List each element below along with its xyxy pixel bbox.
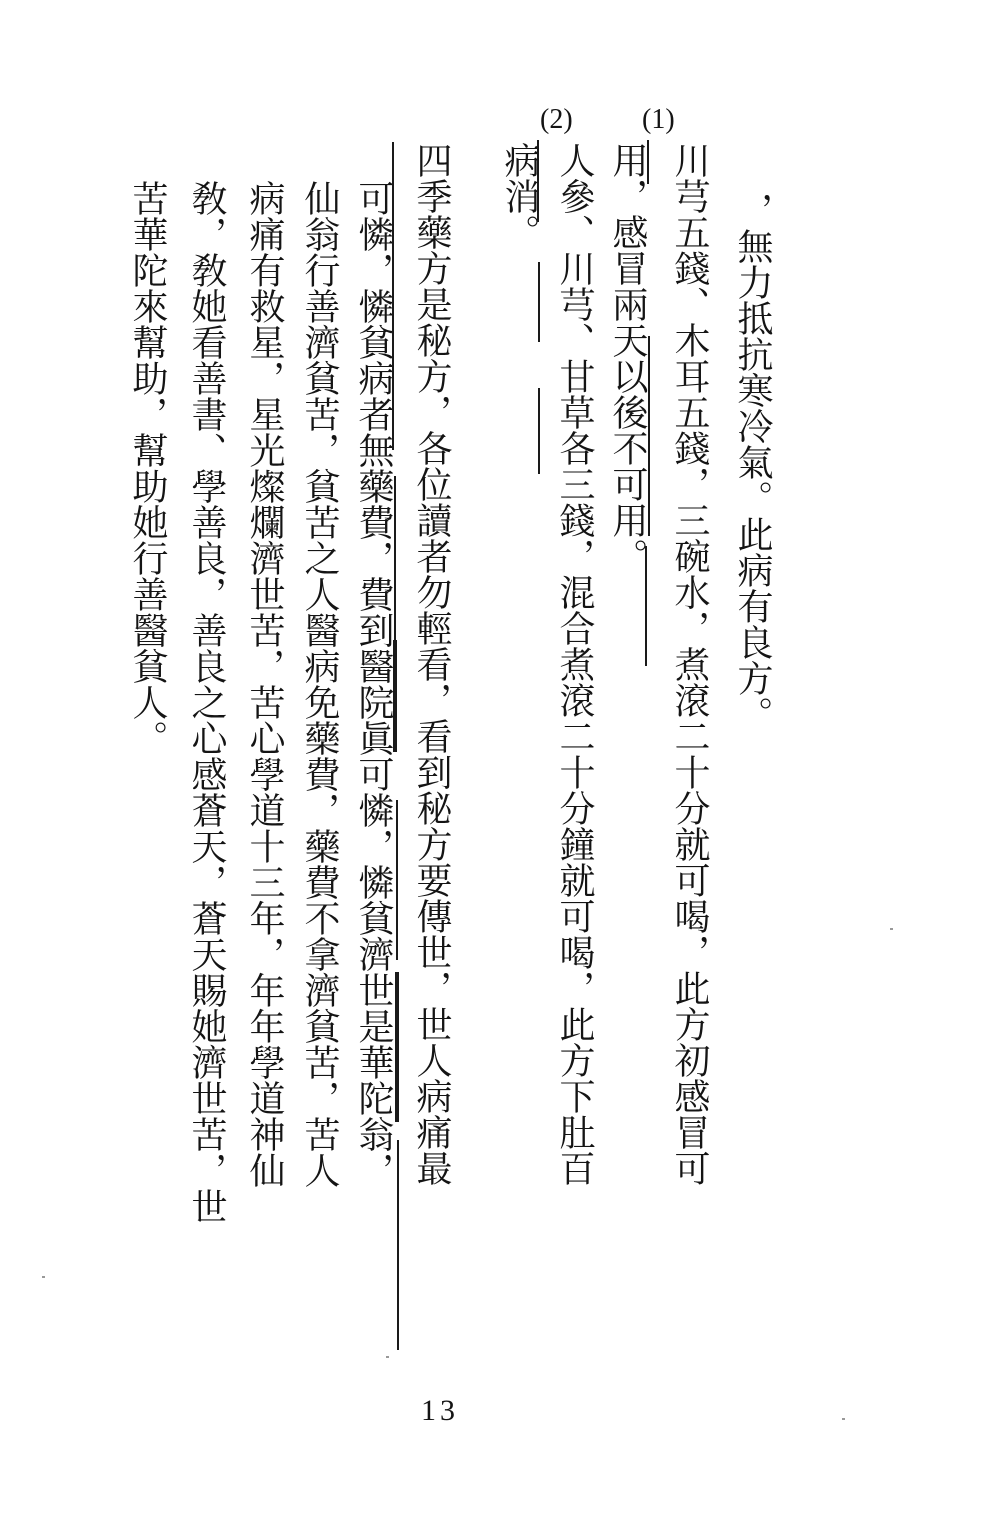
emphasis-line <box>397 1140 399 1350</box>
text-column-4: 人參、川芎、甘草各三錢，混合煮滾二十分鐘就可喝，此方下肚百 <box>554 142 595 1186</box>
emphasis-line <box>647 140 649 184</box>
text-column-6: 四季藥方是秘方，各位讀者勿輕看，看到秘方要傳世，世人病痛最 <box>411 142 452 1186</box>
emphasis-line <box>394 476 396 648</box>
emphasis-line <box>645 546 647 666</box>
emphasis-line <box>392 142 394 450</box>
emphasis-line <box>538 388 540 474</box>
text-column-11: 苦華陀來幫助，幫助她行善醫貧人。 <box>127 180 168 756</box>
item-number-1: (1) <box>642 104 675 135</box>
emphasis-line <box>537 140 539 222</box>
emphasis-line <box>396 800 398 960</box>
print-speck <box>386 1356 389 1358</box>
text-column-10: 敎，敎她看善書、學善良，善良之心感蒼天，蒼天賜她濟世苦，世 <box>186 180 227 1224</box>
item-number-2: (2) <box>540 104 573 135</box>
print-speck <box>42 1276 45 1278</box>
emphasis-line <box>538 262 540 342</box>
print-speck <box>842 1418 845 1420</box>
page-number: 13 <box>421 1394 459 1427</box>
text-column-9: 病痛有救星，星光燦爛濟世苦，苦心學道十三年，年年學道神仙 <box>244 180 285 1188</box>
text-column-1: ，無力抵抗寒冷氣。此病有良方。 <box>732 192 773 732</box>
print-speck <box>890 928 893 930</box>
text-column-7: 可憐，憐貧病者無藥費，費到醫院眞可憐，憐貧濟世是華陀翁， <box>353 180 394 1188</box>
text-column-3: 用，感冒兩天以後不可用。 <box>607 142 648 574</box>
text-column-2: 川芎五錢、木耳五錢，三碗水，煮滾二十分就可喝，此方初感冒可 <box>669 142 710 1186</box>
text-column-8: 仙翁行善濟貧苦，貧苦之人醫病免藥費，藥費不拿濟貧苦，苦人 <box>299 180 340 1188</box>
text-column-5: 病消。 <box>499 142 540 250</box>
emphasis-line <box>648 336 650 536</box>
emphasis-line <box>395 972 399 1122</box>
emphasis-line <box>393 640 397 752</box>
